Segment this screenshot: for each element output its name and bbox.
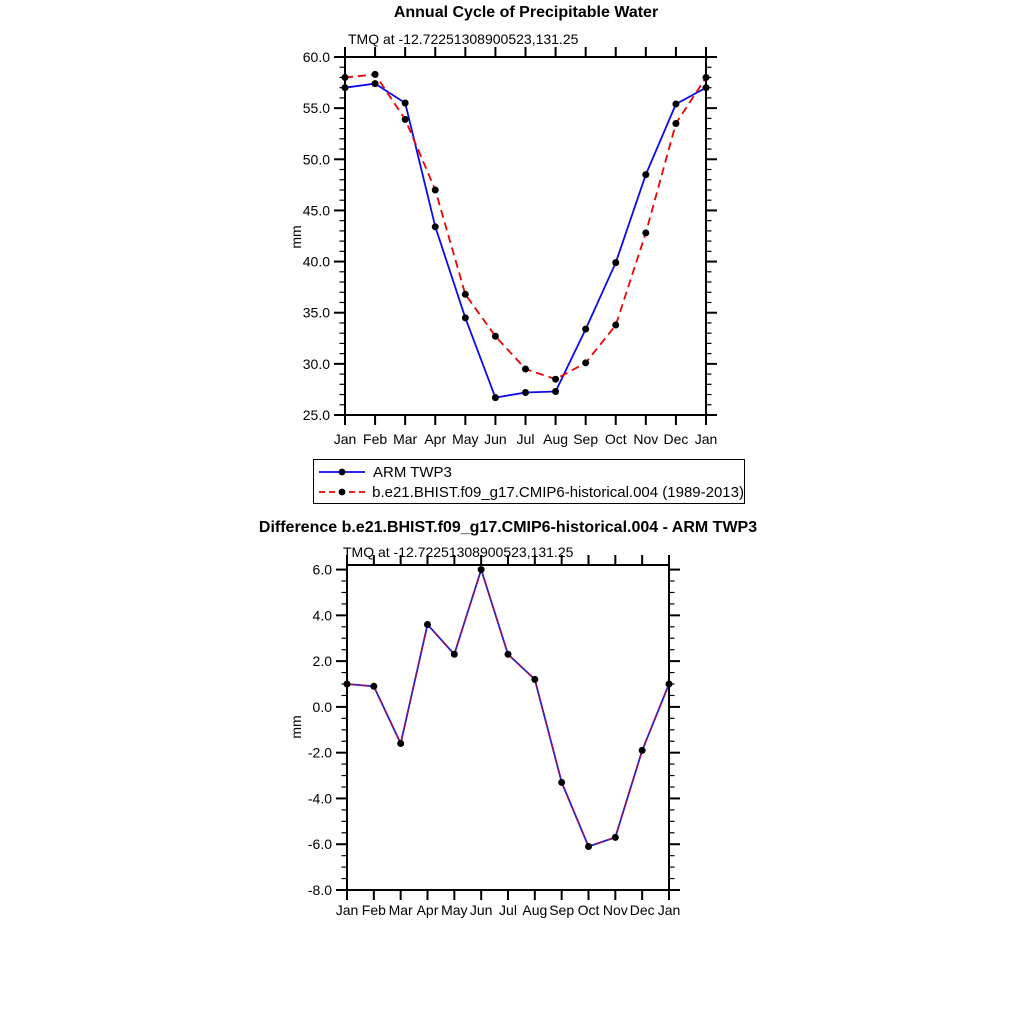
annual-cycle-plot-y-tick-label: 25.0 xyxy=(302,407,330,423)
difference-plot-x-tick-label: Dec xyxy=(629,902,655,918)
legend-model-marker-dot xyxy=(339,489,346,496)
annual-cycle-plot-marker-dot xyxy=(522,389,529,396)
annual-cycle-plot-marker-dot xyxy=(342,74,349,81)
annual-cycle-plot-marker-dot xyxy=(462,291,469,298)
annual-cycle-plot-series-1 xyxy=(342,71,710,383)
annual-cycle-plot-x-ticks xyxy=(334,47,718,447)
annual-cycle-plot-marker-dot xyxy=(342,84,349,91)
annual-cycle-plot-y-ticks xyxy=(303,49,717,423)
chart1-y-axis-label: mm xyxy=(288,225,304,249)
difference-plot-marker-dot xyxy=(639,747,646,754)
difference-plot-y-tick-label: -8.0 xyxy=(307,882,332,898)
annual-cycle-plot-marker-dot xyxy=(642,229,649,236)
annual-cycle-plot-y-tick-label: 30.0 xyxy=(302,355,330,372)
chart1-title: Annual Cycle of Precipitable Water xyxy=(393,4,659,21)
annual-cycle-plot-x-tick-label: Oct xyxy=(604,431,627,447)
annual-cycle-plot-marker-dot xyxy=(642,171,649,178)
difference-plot-marker-dot xyxy=(612,834,619,841)
difference-plot-marker-dot xyxy=(531,676,538,683)
difference-plot-x-tick-label: Mar xyxy=(388,902,413,918)
annual-cycle-plot-x-tick-label: Feb xyxy=(363,431,388,447)
annual-cycle-plot-marker-dot xyxy=(432,186,439,193)
difference-plot-y-tick-label: -4.0 xyxy=(307,790,332,807)
annual-cycle-plot-marker-dot xyxy=(432,223,439,230)
difference-plot-marker-dot xyxy=(478,566,485,573)
annual-cycle-plot-x-tick-label: Nov xyxy=(633,431,659,447)
annual-cycle-plot-marker-dot xyxy=(672,120,679,127)
chart2-title: Difference b.e21.BHIST.f09_g17.CMIP6-historical.004 - ARM TWP3 xyxy=(258,519,758,536)
difference-plot-y-tick-label: 0.0 xyxy=(312,698,332,715)
annual-cycle-plot-marker-dot xyxy=(672,101,679,108)
difference-plot-x-ticks xyxy=(336,555,681,918)
annual-cycle-plot-x-tick-label: Aug xyxy=(543,431,569,447)
annual-cycle-plot-marker-dot xyxy=(552,376,559,383)
difference-plot-x-tick-label: Jan xyxy=(335,902,359,918)
annual-cycle-plot-marker-dot xyxy=(492,394,499,401)
difference-plot-x-tick-label: Jan xyxy=(657,902,681,918)
difference-plot-x-tick-label: Nov xyxy=(602,902,628,918)
annual-cycle-plot-x-tick-label: Jul xyxy=(516,431,535,447)
difference-plot-marker-dot xyxy=(344,681,351,688)
difference-plot-x-tick-label: Jun xyxy=(469,902,493,918)
annual-cycle-plot-marker-dot xyxy=(372,80,379,87)
legend-solid-line-sample xyxy=(318,466,368,478)
difference-plot-marker-dot xyxy=(451,651,458,658)
difference-plot-x-tick-label: Feb xyxy=(361,902,386,918)
annual-cycle-plot-frame xyxy=(345,57,706,415)
difference-plot-frame xyxy=(347,565,669,890)
difference-plot-y-tick-label: -6.0 xyxy=(307,836,332,853)
annual-cycle-plot-marker-dot xyxy=(552,388,559,395)
legend-model-label: b.e21.BHIST.f09_g17.CMIP6-historical.004 (1989-2013) xyxy=(372,483,744,501)
annual-cycle-plot-y-tick-label: 45.0 xyxy=(302,202,330,219)
difference-plot-x-tick-label: Apr xyxy=(416,902,439,918)
annual-cycle-plot-marker-dot xyxy=(582,359,589,366)
chart1-subtitle: TMQ at -12.72251308900523,131.25 xyxy=(348,31,579,47)
annual-cycle-plot-marker-dot xyxy=(462,314,469,321)
annual-cycle-plot-y-tick-label: 60.0 xyxy=(302,49,330,65)
legend-obs-label: ARM TWP3 xyxy=(373,463,452,481)
difference-plot-marker-dot xyxy=(558,779,565,786)
annual-cycle-plot-y-tick-label: 50.0 xyxy=(302,151,330,168)
difference-plot-series-0 xyxy=(344,566,673,850)
difference-plot-marker-dot xyxy=(666,681,673,688)
annual-cycle-plot-x-tick-label: Apr xyxy=(424,431,447,447)
chart2-subtitle: TMQ at -12.72251308900523,131.25 xyxy=(343,544,574,560)
legend-item-obs xyxy=(318,462,744,482)
annual-cycle-plot-marker-dot xyxy=(703,74,710,81)
annual-cycle-plot-marker-dot xyxy=(612,321,619,328)
annual-cycle-plot-x-tick-label: Sep xyxy=(573,431,599,447)
difference-plot-marker-dot xyxy=(370,683,377,690)
annual-cycle-plot-marker-dot xyxy=(402,100,409,107)
annual-cycle-plot xyxy=(303,47,718,447)
annual-cycle-plot-x-tick-label: Jan xyxy=(333,431,357,447)
legend-dashed-line-sample xyxy=(318,486,367,498)
difference-plot-marker-dot xyxy=(397,740,404,747)
annual-cycle-plot-x-tick-label: May xyxy=(452,431,479,447)
legend-item-model xyxy=(318,482,744,502)
annual-cycle-plot-series-0 xyxy=(342,80,710,401)
annual-cycle-plot-x-tick-label: Mar xyxy=(393,431,418,447)
difference-plot-x-tick-label: Jul xyxy=(499,902,517,918)
difference-plot-marker-dot xyxy=(585,843,592,850)
difference-plot-x-tick-label: Oct xyxy=(577,902,600,918)
annual-cycle-plot-marker-dot xyxy=(522,365,529,372)
difference-plot-x-tick-label: May xyxy=(441,902,468,918)
annual-cycle-plot-y-tick-label: 35.0 xyxy=(302,304,330,321)
difference-plot-x-tick-label: Aug xyxy=(522,902,548,918)
annual-cycle-plot-marker-dot xyxy=(612,259,619,266)
difference-plot-marker-dot xyxy=(505,651,512,658)
annual-cycle-plot-x-tick-label: Dec xyxy=(663,431,689,447)
difference-plot-marker-dot xyxy=(424,621,431,628)
difference-plot-y-tick-label: 2.0 xyxy=(312,653,332,670)
annual-cycle-plot-y-tick-label: 55.0 xyxy=(302,100,330,117)
difference-plot-y-tick-label: -2.0 xyxy=(307,744,332,761)
chart2-y-axis-label: mm xyxy=(288,715,304,739)
annual-cycle-plot-marker-dot xyxy=(372,71,379,78)
annual-cycle-plot-y-tick-label: 40.0 xyxy=(302,253,330,270)
annual-cycle-plot-x-tick-label: Jun xyxy=(484,431,507,447)
difference-plot-x-tick-label: Sep xyxy=(549,902,575,918)
difference-plot-y-tick-label: 6.0 xyxy=(312,561,332,578)
annual-cycle-plot-marker-dot xyxy=(402,116,409,123)
difference-plot-y-tick-label: 4.0 xyxy=(312,607,332,624)
annual-cycle-plot-marker-dot xyxy=(582,326,589,333)
difference-plot xyxy=(308,555,680,918)
annual-cycle-plot-marker-dot xyxy=(492,333,499,340)
legend xyxy=(313,459,745,504)
annual-cycle-plot-marker-dot xyxy=(703,84,710,91)
legend-obs-marker-dot xyxy=(339,469,346,476)
annual-cycle-plot-x-tick-label: Jan xyxy=(694,431,718,447)
